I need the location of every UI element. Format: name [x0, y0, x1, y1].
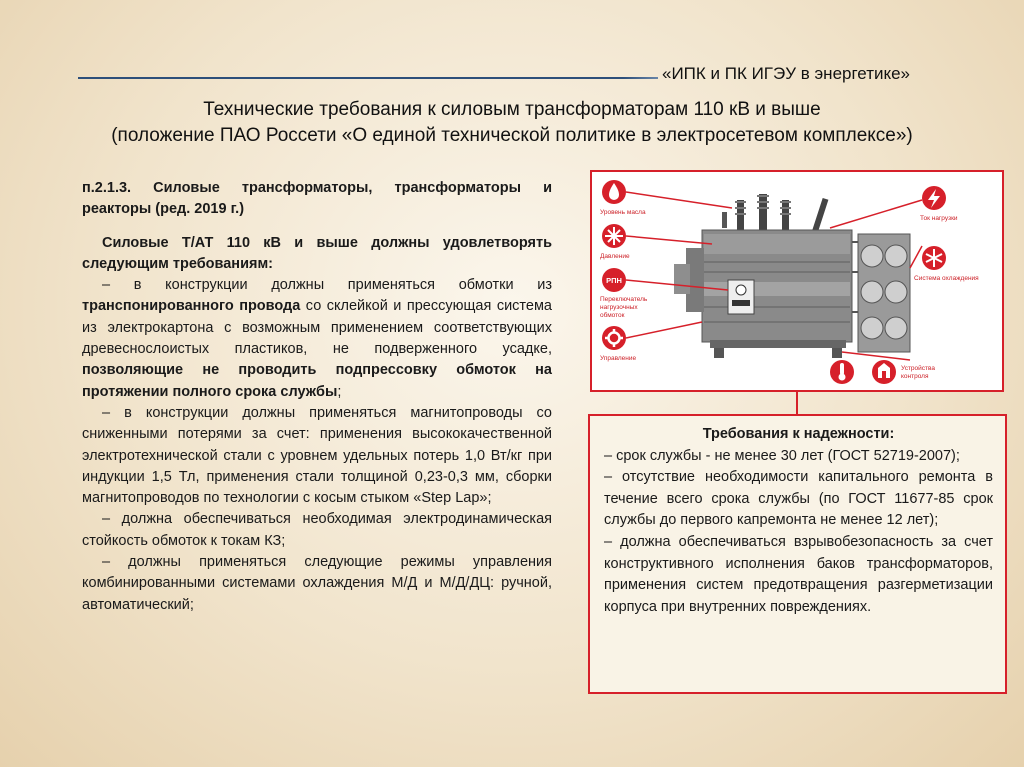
requirements-text — [82, 178, 552, 616]
connector-line — [796, 392, 798, 414]
control-gear-icon — [602, 326, 626, 350]
transformer-diagram — [590, 170, 1004, 392]
label-monitoring-2: контроля — [901, 373, 929, 380]
requirement-item-cooling: – должны применяться следующие режимы управления комбинированными системами охлаждения М/Д и М/Д/ДЦ: ручной, автоматический; — [82, 554, 552, 613]
item-emphasis: транспонированного провода — [82, 298, 301, 315]
monitoring-device-icon — [872, 360, 896, 384]
organization-name: «ИПК и ПК ИГЭУ в энергетике» — [662, 64, 911, 83]
snowflake-icon — [922, 246, 946, 270]
label-tap-changer-2: нагрузочных — [600, 304, 638, 311]
requirement-item-cores: – в конструкции должны применяться магнитопроводы со сниженными потерями за счет: применения высококачественной электротехнической стали с уровнем удельных потерь 1,0 Вт/кг при индукции 1,5 Тл, применения стали толщиной 0,23-0,3 мм, сборки магнитопроводов по технологии с косым стыком «Step Lap»; — [82, 404, 552, 507]
transformer-body — [674, 194, 852, 358]
reliability-item-no-overhaul: – отсутствие необходимости капитального ремонта в течение всего срока службы (по ГОСТ 11677-85 срок службы до первого капремонта не менее 12 лет); — [604, 469, 993, 529]
requirement-item-windings — [82, 275, 552, 403]
label-tap-changer: Переключатель — [600, 296, 648, 303]
item-text: со склейкой и прессующая система из электрокартона с возможным применением соответствующих древеснослоистых пластиков, не подверженного усадке, — [82, 298, 552, 358]
item-text: ; — [337, 383, 342, 400]
label-tap-changer-3: обмоток — [600, 312, 625, 319]
pressure-icon — [602, 224, 626, 248]
label-cooling-system: Система охлаждения — [914, 275, 979, 282]
label-load-current: Ток нагрузки — [920, 215, 958, 222]
reliability-title: Требования к надежности: — [702, 426, 895, 442]
section-heading: п.2.1.3. Силовые трансформаторы, трансформаторы и реакторы (ред. 2019 г.) — [82, 180, 552, 218]
label-oil-level: Уровень масла — [600, 209, 646, 216]
item-text: – в конструкции должны применяться обмотки из — [102, 277, 552, 294]
oil-level-icon — [602, 180, 626, 204]
transformer-illustration — [592, 172, 1002, 390]
label-monitoring: Устройства — [901, 365, 936, 372]
reliability-requirements-box — [588, 414, 1007, 694]
requirement-item-short-circuit: – должна обеспечиваться необходимая электродинамическая стойкость обмоток к токам КЗ; — [82, 511, 552, 549]
reliability-item-service-life: – срок службы - не менее 30 лет (ГОСТ 52719-2007); — [604, 447, 960, 464]
slide-subtitle: (положение ПАО Россети «О единой технической политике в электросетевом комплексе») — [111, 125, 913, 146]
lightning-icon — [922, 186, 946, 210]
slide-title: Технические требования к силовым трансформаторам 110 кВ и выше — [203, 99, 821, 120]
label-control: Управление — [600, 355, 637, 362]
cooling-radiators — [852, 234, 910, 352]
reliability-item-explosion-safety: – должна обеспечиваться взрывобезопасность за счет конструктивного исполнения баков трансформаторов, применения систем предотвращения разгерметизации корпуса при внутренних повреждениях. — [604, 533, 993, 615]
rpn-badge: РПН — [606, 276, 622, 285]
label-pressure: Давление — [600, 253, 630, 260]
item-emphasis: позволяющие не проводить подпрессовку обмоток на протяжении полного срока службы — [82, 362, 552, 400]
requirements-lead: Силовые Т/АТ 110 кВ и выше должны удовлетворять следующим требованиям: — [82, 234, 552, 272]
header-rule — [78, 77, 658, 79]
thermometer-icon — [830, 360, 854, 384]
tap-changer-icon — [602, 268, 626, 292]
